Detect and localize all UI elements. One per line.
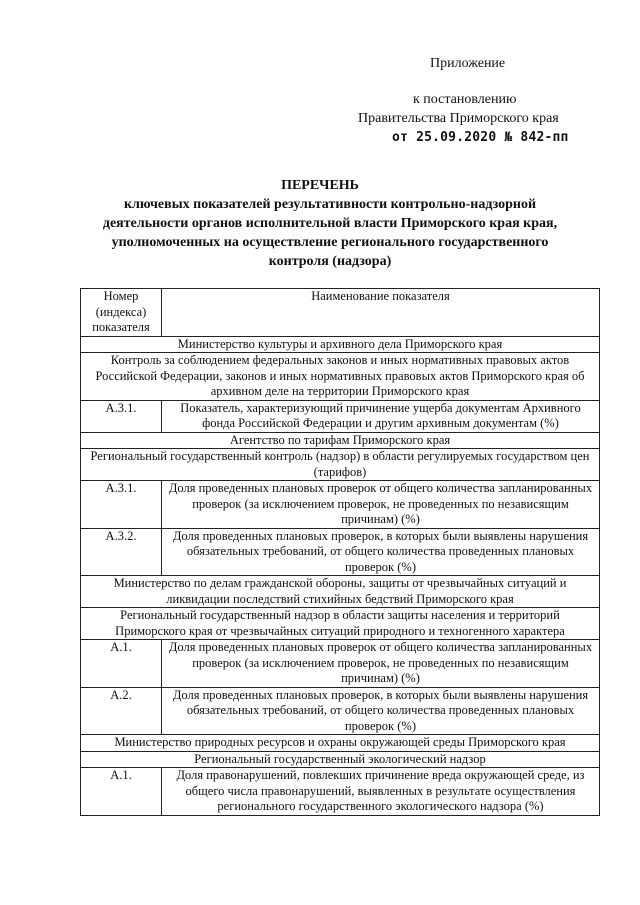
indicator-code: А.3.1. [81,400,162,432]
decree-ref-line2: Правительства Приморского края [358,111,559,126]
indicator-name: Доля проведенных плановых проверок от общего количества запланированных проверок (за исключением проверок, не проведенных по независящим причинам) (%) [162,640,600,688]
indicator-code: А.2. [81,687,162,735]
indicator-row [81,400,600,432]
section-title: Контроль за соблюдением федеральных законов и иных нормативных правовых актов Российской Федерации, законов и иных нормативных правовых актов Приморского края об архивном деле на территории Приморского края [81,353,600,401]
indicator-name: Доля правонарушений, повлекших причинение вреда окружающей среде, из общего числа правонарушений, выявленных в результате осуществления регионального государственного экологического надзора (%) [162,768,600,816]
section-row [81,576,600,608]
indicator-name: Показатель, характеризующий причинение ущерба документам Архивного фонда Российской Федерации и другим архивным документам (%) [162,400,600,432]
section-row [81,735,600,752]
section-title: Региональный государственный экологический надзор [81,751,600,768]
section-title: Региональный государственный контроль (надзор) в области регулируемых государством цен (тарифов) [81,449,600,481]
section-row [81,353,600,401]
appendix-label: Приложение [430,56,506,71]
document-subtitle: ключевых показателей результативности контрольно-надзорной деятельности органов исполнительной власти Приморского края края, уполномоченных на осуществление регионального государственного контроля (надзора) [102,197,558,269]
indicator-row [81,687,600,735]
section-title: Министерство природных ресурсов и охраны окружающей среды Приморского края [81,735,600,752]
section-row [81,432,600,449]
indicator-code: А.3.1. [81,481,162,529]
table-body [81,336,600,815]
decree-ref-line1: к постановлению [413,92,517,107]
document-title: ПЕРЕЧЕНЬ [281,178,359,193]
indicator-name: Доля проведенных плановых проверок, в которых были выявлены нарушения обязательных требований, от общего количества проведенных плановых проверок (%) [162,687,600,735]
column-header-number: Номер (индекса) показателя [81,289,162,337]
indicator-code: А.1. [81,768,162,816]
section-title: Региональный государственный надзор в области защиты населения и территорий Приморского края от чрезвычайных ситуаций природного и техногенного характера [81,608,600,640]
indicator-row [81,768,600,816]
section-row [81,608,600,640]
section-row [81,751,600,768]
column-header-name: Наименование показателя [162,289,600,337]
indicator-name: Доля проведенных плановых проверок, в которых были выявлены нарушения обязательных требований, от общего количества проведенных плановых проверок (%) [162,528,600,576]
indicator-row [81,640,600,688]
indicator-name: Доля проведенных плановых проверок от общего количества запланированных проверок (за исключением проверок, не проведенных по независящим причинам) (%) [162,481,600,529]
section-title: Министерство культуры и архивного дела Приморского края [81,336,600,353]
indicator-code: А.1. [81,640,162,688]
indicator-row [81,481,600,529]
section-title: Агентство по тарифам Приморского края [81,432,600,449]
section-title: Министерство по делам гражданской обороны, защиты от чрезвычайных ситуаций и ликвидации последствий стихийных бедствий Приморского края [81,576,600,608]
indicator-code: А.3.2. [81,528,162,576]
indicators-table [80,288,600,816]
table-header-row [81,289,600,337]
section-row [81,336,600,353]
section-row [81,449,600,481]
decree-date-number: от 25.09.2020 № 842-пп [392,130,569,145]
indicator-row [81,528,600,576]
